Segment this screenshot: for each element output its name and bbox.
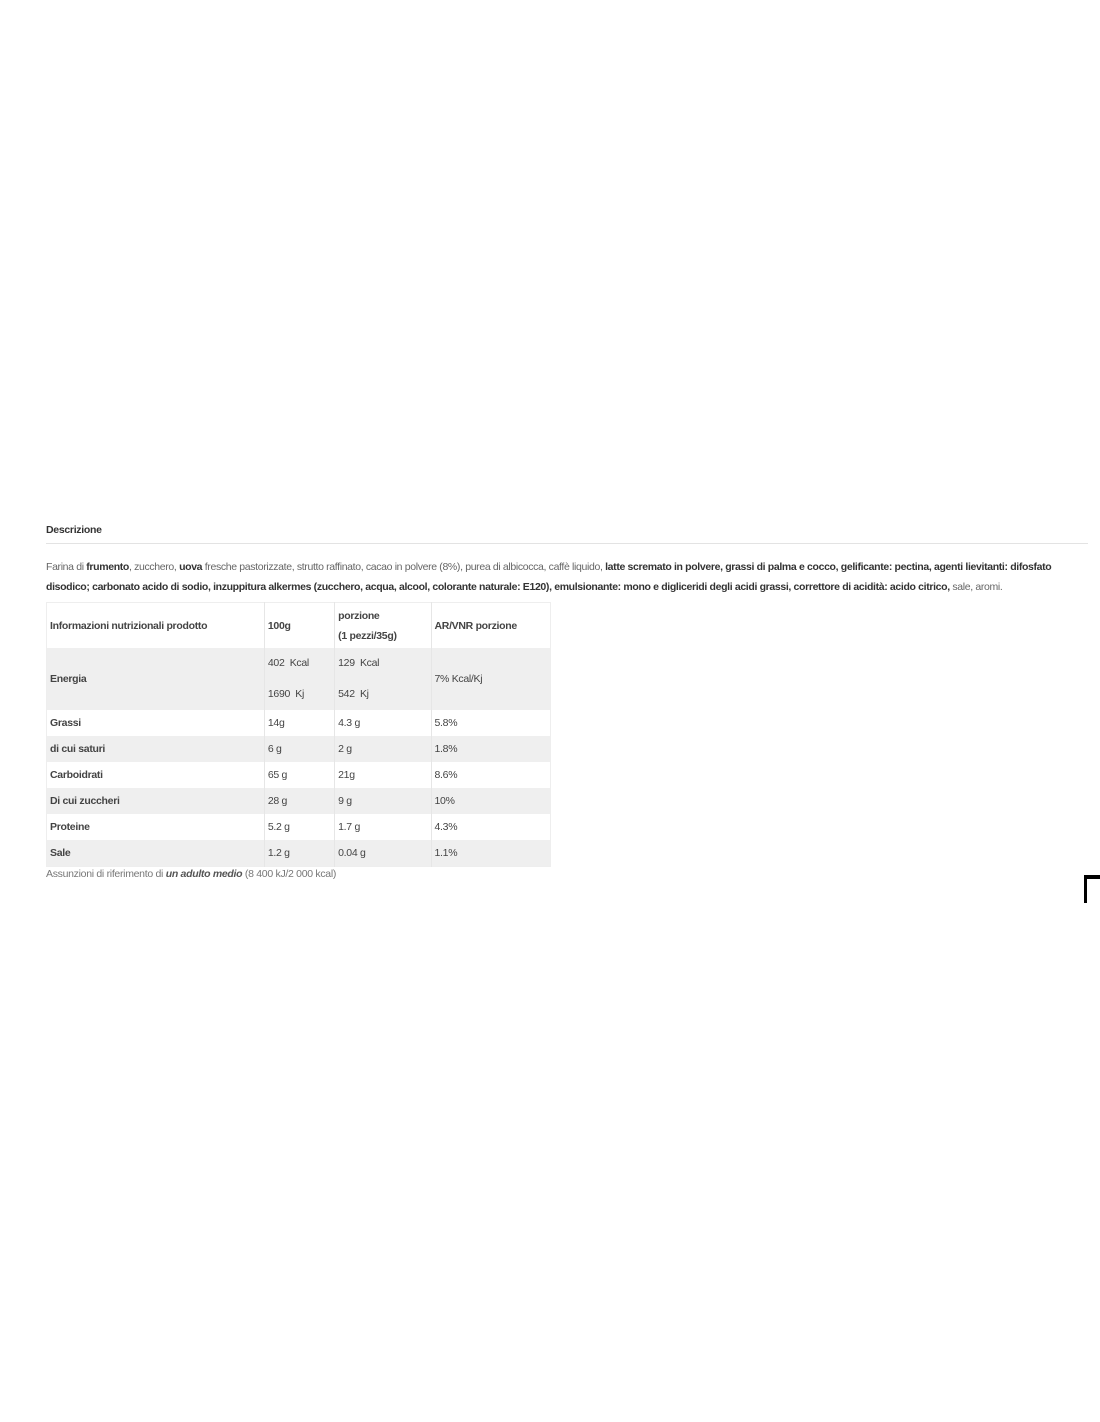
row-label: Sale xyxy=(47,840,265,867)
reference-intake-note xyxy=(46,868,1088,880)
ingredient-part: , zucchero, xyxy=(128,561,180,573)
nutrition-header-row xyxy=(47,603,551,649)
header-info: Informazioni nutrizionali prodotto xyxy=(47,603,265,649)
table-row xyxy=(47,736,551,762)
row-ar: 5.8% xyxy=(431,710,551,736)
energy-label: Energia xyxy=(47,648,265,710)
header-porzione-line2: (1 pezzi/35g) xyxy=(338,629,397,642)
table-row xyxy=(47,814,551,840)
row-label: Di cui zuccheri xyxy=(47,788,265,814)
row-ar: 1.1% xyxy=(431,840,551,867)
row-ar: 4.3% xyxy=(431,814,551,840)
ingredients-text xyxy=(46,557,1088,597)
table-row xyxy=(47,710,551,736)
row-per100: 1.2 g xyxy=(264,840,334,867)
row-portion: 4.3 g xyxy=(335,710,431,736)
header-100g: 100g xyxy=(264,603,334,649)
ingredient-part-bold: latte scremato in polvere, grassi di palma e cocco, gelificante: pectina, agenti lievitanti: difosfato disodico; carbonato acido di sodio, inzuppitura alkermes (zucchero, acqua, alcool, colorante naturale: E120), emulsionante: mono e digliceridi degli acidi grassi, correttore di acidità: acido citrico, xyxy=(46,561,1052,593)
row-label: di cui saturi xyxy=(47,736,265,762)
table-row xyxy=(47,762,551,788)
description-section xyxy=(46,524,1088,880)
description-heading: Descrizione xyxy=(46,524,1088,544)
energy-portion-kj: 542 Kj xyxy=(338,688,369,700)
ingredient-part: sale, aromi. xyxy=(949,581,1003,593)
energy-portion xyxy=(335,648,431,710)
table-row xyxy=(47,840,551,867)
ingredient-part: fresche pastorizzate, strutto raffinato, cacao in polvere (8%), purea di albicocca, caffè liquido, xyxy=(202,561,606,573)
row-per100: 14g xyxy=(264,710,334,736)
energy-per100-kcal: 402 Kcal xyxy=(267,657,309,669)
header-ar-vnr: AR/VNR porzione xyxy=(431,603,551,649)
footnote-suffix: (8 400 kJ/2 000 kcal) xyxy=(242,868,337,880)
energy-ar: 7% Kcal/Kj xyxy=(431,648,551,710)
table-row xyxy=(47,788,551,814)
ingredient-part-bold: uova xyxy=(179,561,203,573)
row-label: Proteine xyxy=(47,814,265,840)
row-per100: 5.2 g xyxy=(264,814,334,840)
row-per100: 6 g xyxy=(264,736,334,762)
header-porzione-line1: porzione xyxy=(338,609,380,622)
row-ar: 10% xyxy=(431,788,551,814)
footnote-emphasis: un adulto medio xyxy=(165,868,243,880)
row-per100: 65 g xyxy=(264,762,334,788)
row-portion: 2 g xyxy=(335,736,431,762)
nutrition-table xyxy=(46,602,551,867)
row-per100: 28 g xyxy=(264,788,334,814)
table-row-energy xyxy=(47,648,551,710)
footnote-prefix: Assunzioni di riferimento di xyxy=(46,868,166,880)
energy-per100-kj: 1690 Kj xyxy=(267,688,304,700)
row-label: Carboidrati xyxy=(47,762,265,788)
row-portion: 0.04 g xyxy=(335,840,431,867)
row-portion: 9 g xyxy=(335,788,431,814)
ingredient-part-bold: frumento xyxy=(86,561,129,573)
energy-portion-kcal: 129 Kcal xyxy=(338,657,380,669)
row-portion: 21g xyxy=(335,762,431,788)
ingredient-part: Farina di xyxy=(46,561,87,573)
row-portion: 1.7 g xyxy=(335,814,431,840)
row-ar: 8.6% xyxy=(431,762,551,788)
row-ar: 1.8% xyxy=(431,736,551,762)
header-porzione xyxy=(335,603,431,649)
corner-bracket-icon xyxy=(1084,875,1100,903)
energy-per100 xyxy=(264,648,334,710)
row-label: Grassi xyxy=(47,710,265,736)
